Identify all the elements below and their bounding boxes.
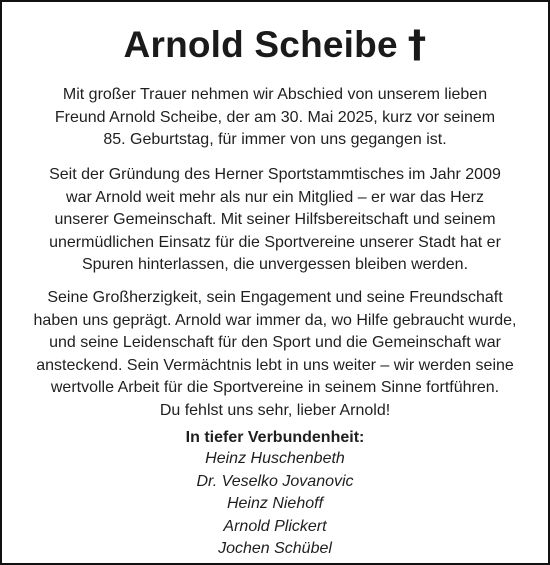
signatory-list	[8, 448, 542, 561]
signatory-name: Heinz Huschenbeth	[205, 450, 345, 467]
text-line: war Arnold weit mehr als nur ein Mitglied – er war das Herz	[66, 188, 484, 206]
text-line: und seine Leidenschaft für den Sport und die Gemeinschaft war	[49, 334, 501, 351]
cross-icon: †	[407, 23, 427, 66]
text-line: unserer Gemeinschaft. Mit seiner Hilfsbereitschaft und seinem	[54, 211, 496, 228]
signature-heading	[8, 427, 542, 450]
signatory-name: Dr. Veselko Jovanovic	[196, 472, 354, 490]
text-line: haben uns geprägt. Arnold war immer da, wo Hilfe gebraucht wurde,	[33, 311, 517, 329]
text-line: ansteckend. Sein Vermächtnis lebt in uns weiter – wir werden seine	[36, 356, 514, 374]
paragraph-farewell	[8, 400, 542, 423]
text-line: wertvolle Arbeit für die Sportvereine in seinem Sinne fortführen.	[50, 379, 500, 396]
signatory-name: Heinz Niehoff	[226, 495, 324, 512]
notice-title	[2, 22, 548, 68]
text-line: Mit großer Trauer nehmen wir Abschied von unserem lieben	[62, 86, 488, 103]
signatory-name: Jochen Schübel	[218, 540, 332, 557]
text-line: Spuren hinterlassen, die unvergessen bleiben werden.	[81, 256, 469, 273]
text-line: In tiefer Verbundenheit:	[185, 429, 365, 446]
text-line: unermüdlichen Einsatz für die Sportvereine unserer Stadt hat er	[49, 233, 501, 251]
text-line: Seine Großherzigkeit, sein Engagement und seine Freundschaft	[47, 289, 503, 306]
text-line: Freund Arnold Scheibe, der am 30. Mai 2025, kurz vor seinem	[54, 108, 496, 126]
text-line: Du fehlst uns sehr, lieber Arnold!	[159, 402, 391, 419]
paragraph-history	[8, 164, 542, 277]
deceased-name: Arnold Scheibe	[123, 24, 398, 65]
paragraph-announcement	[8, 84, 542, 152]
paragraph-tribute	[8, 287, 542, 400]
text-line: Seit der Gründung des Herner Sportstammtisches im Jahr 2009	[49, 166, 501, 183]
signatory-name: Arnold Plickert	[223, 517, 327, 535]
text-line: 85. Geburtstag, für immer von uns gegangen ist.	[103, 131, 447, 148]
